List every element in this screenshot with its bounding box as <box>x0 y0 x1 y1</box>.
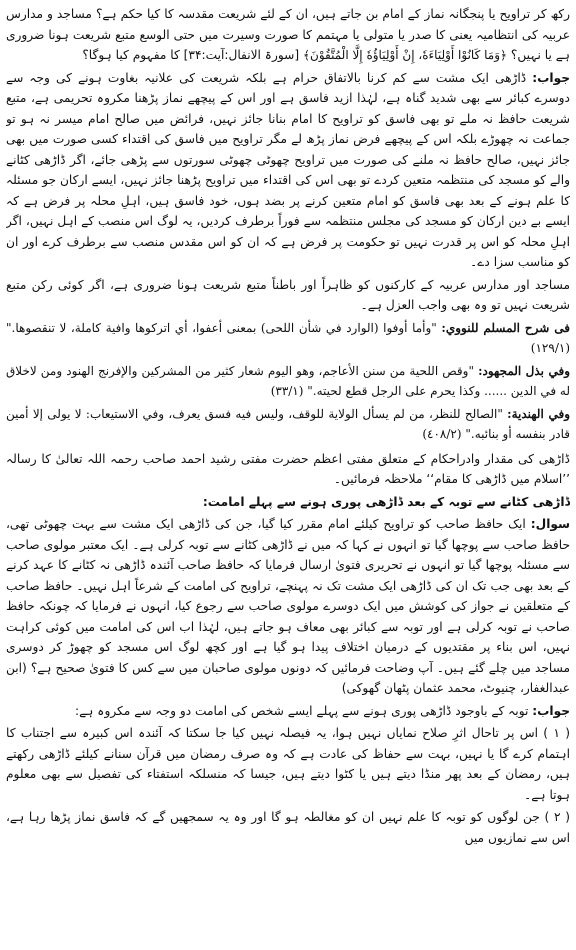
answer-point-2: ( ۲ ) جن لوگوں کو توبہ کا علم نہیں ان کو مغالطہ ہو گا اور وہ یہ سمجھیں گے کہ فاسق نماز پڑھا رہا ہے، اس سے نمازیوں میں <box>6 810 570 845</box>
citation-text: "وأما أوفوا (الوارد في شأن اللحى) بمعنى أعفوا، أي اتركوها وافية كاملة، لا تنقصوها." <box>6 320 437 335</box>
question-intro <box>6 4 570 66</box>
ayah-reference: [سورۃ الانفال:آیت:۳۴] <box>183 48 300 62</box>
questioner-signature: (ابن عبدالغفار، چنیوٹ، محمد عثمان پٹھان گھوکی) <box>6 660 570 695</box>
quran-ayah: ﴿وَمَا كَانُوْا أَوْلِيَاءَهٗ، إِنْ أَوْلِيَاؤُهٗ إِلَّا الْمُتَّقُوْنَ﴾ <box>302 48 508 62</box>
question-text: رکھ کر تراویح یا پنجگانہ نماز کے امام بن جاتے ہیں، ان کے لئے شریعت مقدسہ کا کیا حکم ہے؟ مساجد و مدارس عربیہ کی انتظامیہ یعنی کا صدر یا متولی یا مہتمم کا صورت وسیرت میں حتی الوسع متبع شریعت ہونا ضروری ہے یا نہیں؟ <box>6 7 570 62</box>
citation-ref: (٣٣/١) <box>270 384 304 398</box>
answer-label: جواب: <box>532 70 570 85</box>
answer-point-1: ( ۱ ) اس پر تاحال اثرِ صلاح نمایاں نہیں ہوا، یہ فیصلہ نہیں کیا جا سکتا کہ آئندہ اس کبیرہ سے اجتناب کا اہتمام کرے گا یا نہیں، بہت سے حفاظ کی عادت ہے کہ وہ صرف رمضان میں قرآن سنانے کیلئے ڈاڑھی رکھتے ہیں، رمضان کے بعد پھر منڈا دیتے ہیں یا کٹوا دیتے ہیں، جیسا کہ منسلکہ استفتاء کی تفصیل سے بھی معلوم ہوتا ہے۔ <box>6 726 570 802</box>
second-question <box>6 514 570 699</box>
citation-text: "الصالح للنظر، من لم يسأل الولاية للوقف، وليس فيه فسق يعرف، وفي الاستيعاب: لا يولى إلا أمين قادر بنفسه أو بنائبه." <box>6 406 570 441</box>
citation-ref: (٤٠٨/٢) <box>422 427 462 441</box>
second-question-text: ایک حافظ صاحب کو تراویح کیلئے امام مقرر کیا گیا، جن کی ڈاڑھی ایک مشت سے بہت چھوٹی تھی، حافظ صاحب سے پوچھا گیا تو انہوں نے کہا کہ میں نے ڈاڑھی کٹانے سے توبہ کرلی ہے۔ ایک معتبر مولوی صاحب سے مسئلہ پوچھا گیا تو انہوں نے تحریری فتویٰ ارسال فرمایا کہ حافظ صاحب آئندہ ڈاڑھی نہ کٹانے کا عہد کرنے کے بعد بھی جب تک ان کی ڈاڑھی ایک مشت تک نہ پہنچے، تراویح کی امامت کے شرعاً اہل نہیں۔ حافظ صاحب کے متعلقین نے جواز کی کوشش میں ایک دوسرے مولوی صاحب سے رجوع کیا، انہوں نے فرمایا کہ چونکہ حافظ صاحب نے توبہ کرلی ہے اور توبہ سے کبائر بھی معاف ہو جاتے ہیں، لہٰذا اب اس کی امامت میں کوئی کراہت نہیں، اس بناء پر مقتدیوں کے درمیان اختلاف پیدا ہو گیا ہے اور کچھ لوگ اس مسجد کو چھوڑ کر دوسری مساجد میں چلے گئے ہیں۔ آپ وضاحت فرمائیں کہ دونوں مولوی صاحبان میں سے کس کا فتویٰ صحیح ہے؟ <box>6 517 570 675</box>
question-label: سوال: <box>530 517 570 531</box>
fatwa-page <box>6 4 570 946</box>
second-answer-intro: توبہ کے باوجود ڈاڑھی پوری ہونے سے پہلے ایسے شخص کی امامت دو وجہ سے مکروہ ہے: <box>75 703 529 718</box>
second-answer <box>6 701 570 722</box>
answer-label: جواب: <box>532 703 570 718</box>
citation-nawawi <box>6 318 570 359</box>
arabic-citations <box>6 318 570 445</box>
citation-source: وفي الهندية: <box>507 406 570 421</box>
citation-hindiyya <box>6 404 570 445</box>
answer-paragraph <box>6 68 570 273</box>
citation-text: "وقص اللحية من سنن الأعاجم، وهو اليوم شعار كثير من المشركين والإفرنج الهنود ومن لاخلاق له في الدين ...... وكذا يحرم على الرجل قطع لحيته." <box>6 363 570 398</box>
answer-body: ڈاڑھی ایک مشت سے کم کرنا بالاتفاق حرام ہے بلکہ شریعت کی علانیہ بغاوت ہونے کی وجہ سے دوسرے کبائر سے بھی شدید گناہ ہے، لہٰذا ازید فاسق ہے اور اس کے پیچھے نماز پڑھنا مکروہ تحریمی ہے، متبع شریعت حافظ نہ ملے تو بھی فاسق کو تراویح کا امام بنانا جائز نہیں، فرائض میں صالح امام میسر نہ ہو تو جماعت نہ چھوڑے بلکہ اس کے پیچھے فرض نماز پڑھ لے مگر تراویح میں فاسق کی اقتداء کسی صورت میں بھی جائز نہیں، صالح حافظ نہ ملنے کی صورت میں تراویح چھوٹی چھوٹی سورتوں سے پڑھی جائے، اگر ڈاڑھی کٹانے والے کو مسجد کی منتظمہ متعین کردے تو بھی اس کی اقتداء میں تراویح پڑھنا جائز نہیں، ایسے ارکان جو مسئلہ کا علم ہونے کے بعد بھی فاسق کو امام متعین کرنے پر بضد ہوں، خود فاسق ہیں، اہلِ محلہ پر فرض ہے کہ ایسے بے دین ارکان کو مسجد کی مجلس منتظمہ سے فوراً برطرف کردیں، یہ لوگ اس منصب کے اہل نہیں، اگر اہلِ محلہ کو اس پر قدرت نہیں تو حکومت پر فرض ہے کہ ان کو اس مقدس منصب سے برطرف کرے اور ان کو مناسب سزا دے۔ <box>6 70 570 269</box>
answer-paragraph-2: مساجد اور مدارس عربیہ کے کارکنوں کو ظاہراً اور باطناً متبع شریعت ہونا ضروری ہے، اگر کوئی رکن متبع شریعت نہیں تو وہ بھی واجب العزل ہے۔ <box>6 277 570 312</box>
citation-ref: (١٢٩/١) <box>530 341 570 355</box>
question-ending: کا مفہوم کیا ہوگا؟ <box>82 48 180 62</box>
closing-note: ڈاڑھی کی مقدار وادراحکام کے متعلق مفتی اعظم حضرت مفتی رشید احمد صاحب رحمہ اللہ تعالیٰ کا رسالہ ’’اسلام میں ڈاڑھی کا مقام‘‘ ملاحظہ فرمائیں۔ <box>6 451 570 486</box>
citation-badhl <box>6 361 570 402</box>
citation-source: وفي بذل المجهود: <box>478 363 570 378</box>
citation-source: فی شرح المسلم للنووي: <box>441 320 570 335</box>
section-heading: ڈاڑھی کٹانے سے توبہ کے بعد ڈاڑھی پوری ہونے سے پہلے امامت: <box>202 494 570 509</box>
